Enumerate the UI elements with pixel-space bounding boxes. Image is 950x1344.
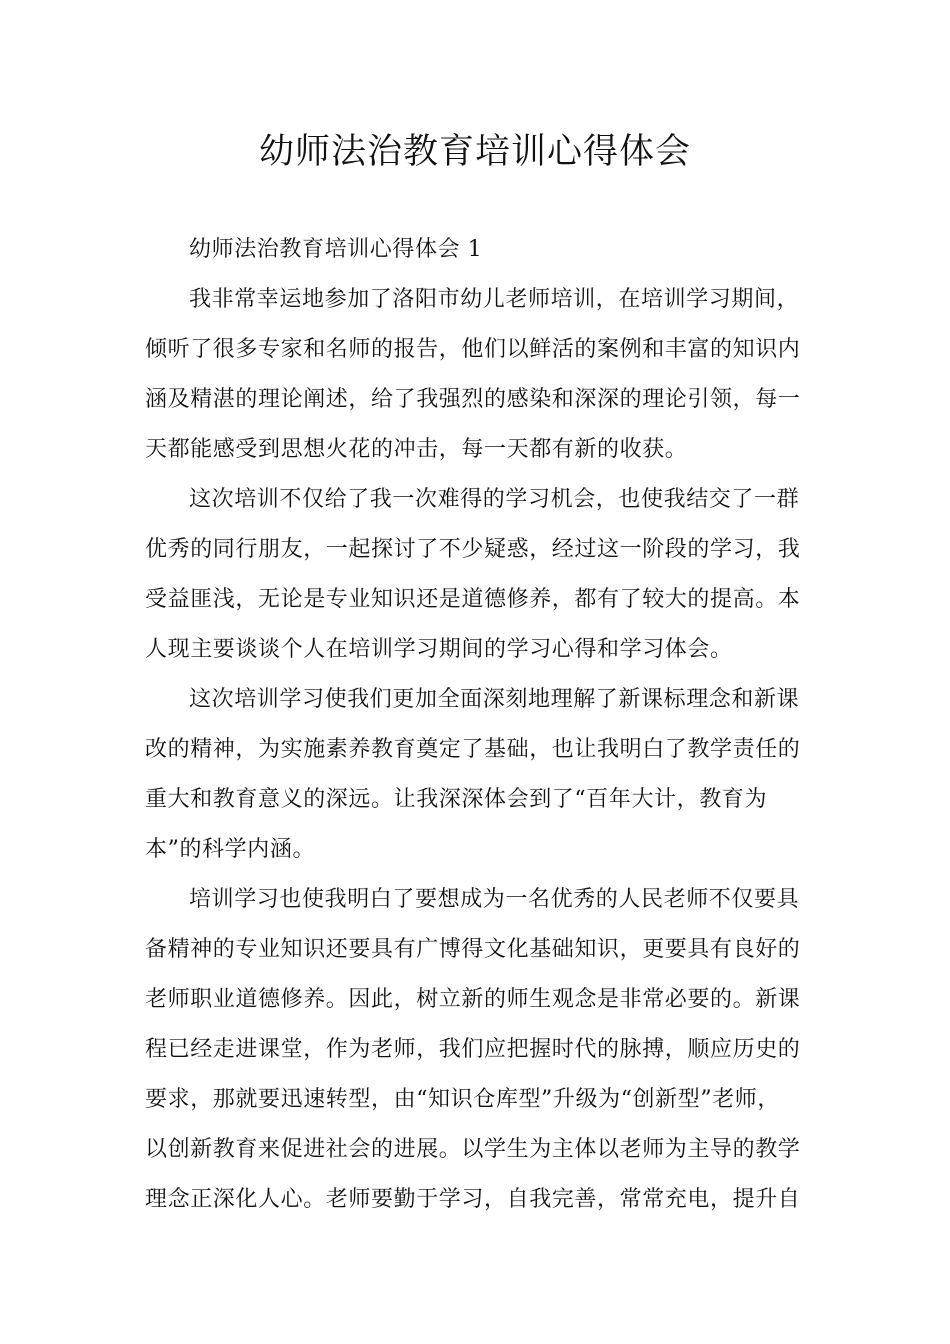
section-heading: 幼师法治教育培训心得体会 1 xyxy=(189,237,483,262)
paragraph-line: 程已经走进课堂，作为老师，我们应把握时代的脉搏，顺应历史的 xyxy=(145,1037,801,1062)
paragraph-line: 这次培训不仅给了我一次难得的学习机会，也使我结交了一群 xyxy=(189,487,800,512)
paragraph-line: 天都能感受到思想火花的冲击，每一天都有新的收获。 xyxy=(145,437,688,462)
paragraph-line: 人现主要谈谈个人在培训学习期间的学习心得和学习体会。 xyxy=(145,637,733,662)
paragraph-line: 以创新教育来促进社会的进展。以学生为主体以老师为主导的教学 xyxy=(145,1137,801,1162)
paragraph-line: 要求，那就要迅速转型，由“知识仓库型”升级为“创新型”老师， xyxy=(145,1087,780,1112)
paragraph-line: 我非常幸运地参加了洛阳市幼儿老师培训，在培训学习期间， xyxy=(189,287,800,312)
paragraph-line: 涵及精湛的理论阐述，给了我强烈的感染和深深的理论引领，每一 xyxy=(145,387,801,412)
paragraph-line: 理念正深化人心。老师要勤于学习，自我完善，常常充电，提升自 xyxy=(145,1187,801,1212)
paragraph-line: 这次培训学习使我们更加全面深刻地理解了新课标理念和新课 xyxy=(189,687,800,712)
document-title: 幼师法治教育培训心得体会 xyxy=(258,132,691,172)
paragraph-line: 优秀的同行朋友，一起探讨了不少疑惑，经过这一阶段的学习，我 xyxy=(145,537,801,562)
paragraph-line: 培训学习也使我明白了要想成为一名优秀的人民老师不仅要具 xyxy=(189,887,800,912)
document-body xyxy=(145,225,820,1225)
paragraph-line: 倾听了很多专家和名师的报告，他们以鲜活的案例和丰富的知识内 xyxy=(145,337,801,362)
paragraph-line: 备精神的专业知识还要具有广博得文化基础知识，更要具有良好的 xyxy=(145,937,801,962)
paragraph-line: 受益匪浅，无论是专业知识还是道德修养，都有了较大的提高。本 xyxy=(145,587,801,612)
paragraph-line: 老师职业道德修养。因此，树立新的师生观念是非常必要的。新课 xyxy=(145,987,801,1012)
paragraph-line: 改的精神，为实施素养教育奠定了基础，也让我明白了教学责任的 xyxy=(145,737,801,762)
paragraph-line: 重大和教育意义的深远。让我深深体会到了“百年大计，教育为 xyxy=(145,787,768,812)
paragraph-line: 本”的科学内涵。 xyxy=(145,837,316,862)
